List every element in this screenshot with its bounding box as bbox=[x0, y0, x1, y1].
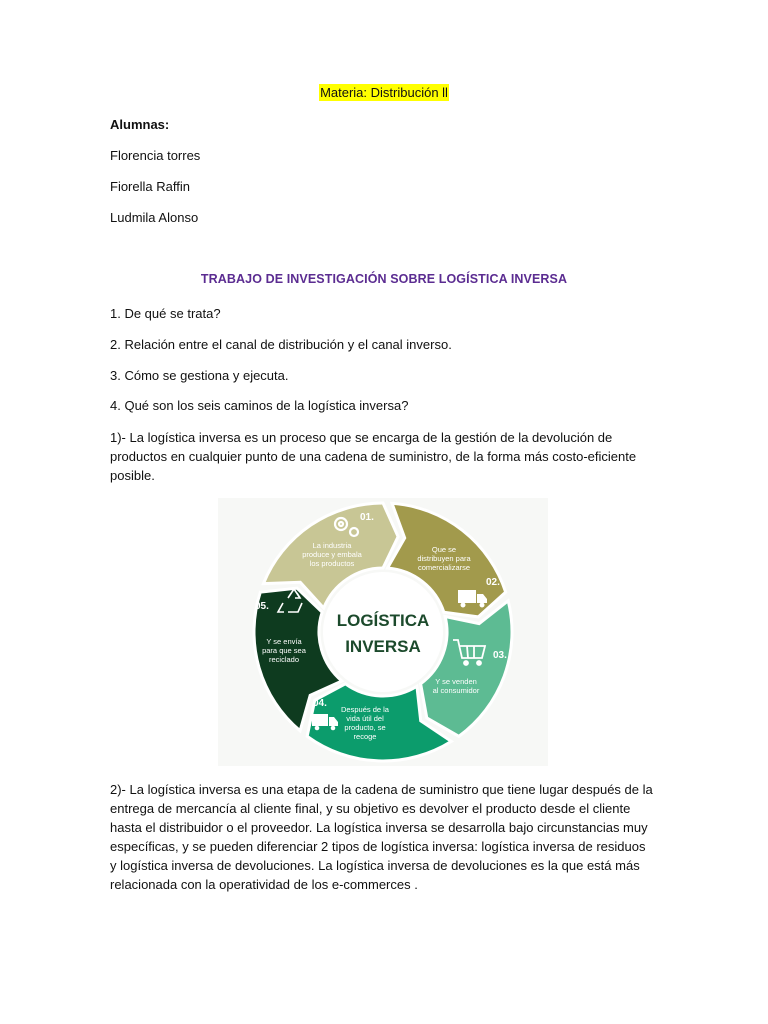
student-name: Ludmila Alonso bbox=[110, 210, 199, 225]
step-text: distribuyen para bbox=[417, 554, 471, 563]
step-text: Y se venden bbox=[435, 677, 477, 686]
subject-highlight: Materia: Distribución ll bbox=[320, 85, 448, 100]
step-text: para que sea bbox=[262, 646, 306, 655]
step-text: Y se envía bbox=[266, 637, 302, 646]
step-text: Después de la bbox=[341, 705, 389, 714]
step-text: reciclado bbox=[268, 655, 300, 664]
answer-paragraph-2: 2)- La logística inversa es una etapa de la cadena de suministro que tiene lugar después de la entrega de mercancía al cliente final, y su objetivo es devolver el producto desde el cliente hasta el distribuidor o el proveedor. La logística inversa se desarrolla bajo circunstancias muy específicas, y se pueden diferenciar 2 tipos de logística inversa: logística inversa de residuos y logística inversa de devoluciones. La logística inversa de devoluciones es la que está más relacionada con la operatividad de los e-commerces . bbox=[110, 782, 653, 892]
step-number: 02. bbox=[486, 577, 500, 588]
step-text: los productos bbox=[309, 559, 355, 568]
step-text: producto, se bbox=[344, 723, 386, 732]
step-text: produce y embala bbox=[302, 550, 362, 559]
step-number: 03. bbox=[493, 650, 507, 661]
step-text: Que se bbox=[431, 545, 457, 554]
step-number: 04. bbox=[313, 698, 327, 709]
students-label: Alumnas: bbox=[110, 117, 170, 132]
student-name: Florencia torres bbox=[110, 148, 201, 163]
reverse-logistics-cycle-diagram bbox=[218, 498, 548, 766]
center-title-line1: LOGÍSTICA bbox=[336, 611, 430, 630]
question-item: 1. De qué se trata? bbox=[110, 306, 221, 321]
step-text: La industria bbox=[312, 541, 352, 550]
center-title-line2: INVERSA bbox=[345, 637, 421, 656]
answer-paragraph-1: 1)- La logística inversa es un proceso que se encarga de la gestión de la devolución de productos en cualquier punto de una cadena de suministro, de la forma más costo-eficiente posible. bbox=[110, 430, 637, 483]
step-text: al consumidor bbox=[432, 686, 480, 695]
step-number: 05. bbox=[255, 601, 269, 612]
question-item: 2. Relación entre el canal de distribución y el canal inverso. bbox=[110, 337, 452, 352]
step-text: vida útil del bbox=[346, 714, 384, 723]
step-text: recoge bbox=[353, 732, 377, 741]
center-circle bbox=[323, 572, 443, 692]
question-item: 3. Cómo se gestiona y ejecuta. bbox=[110, 368, 289, 383]
document-title: TRABAJO DE INVESTIGACIÓN SOBRE LOGÍSTICA INVERSA bbox=[200, 272, 568, 286]
step-text: comercializarse bbox=[417, 563, 471, 572]
step-number: 01. bbox=[360, 512, 374, 523]
student-name: Fiorella Raffin bbox=[110, 179, 190, 194]
question-item: 4. Qué son los seis caminos de la logística inversa? bbox=[110, 398, 409, 413]
subject-line bbox=[0, 85, 768, 100]
